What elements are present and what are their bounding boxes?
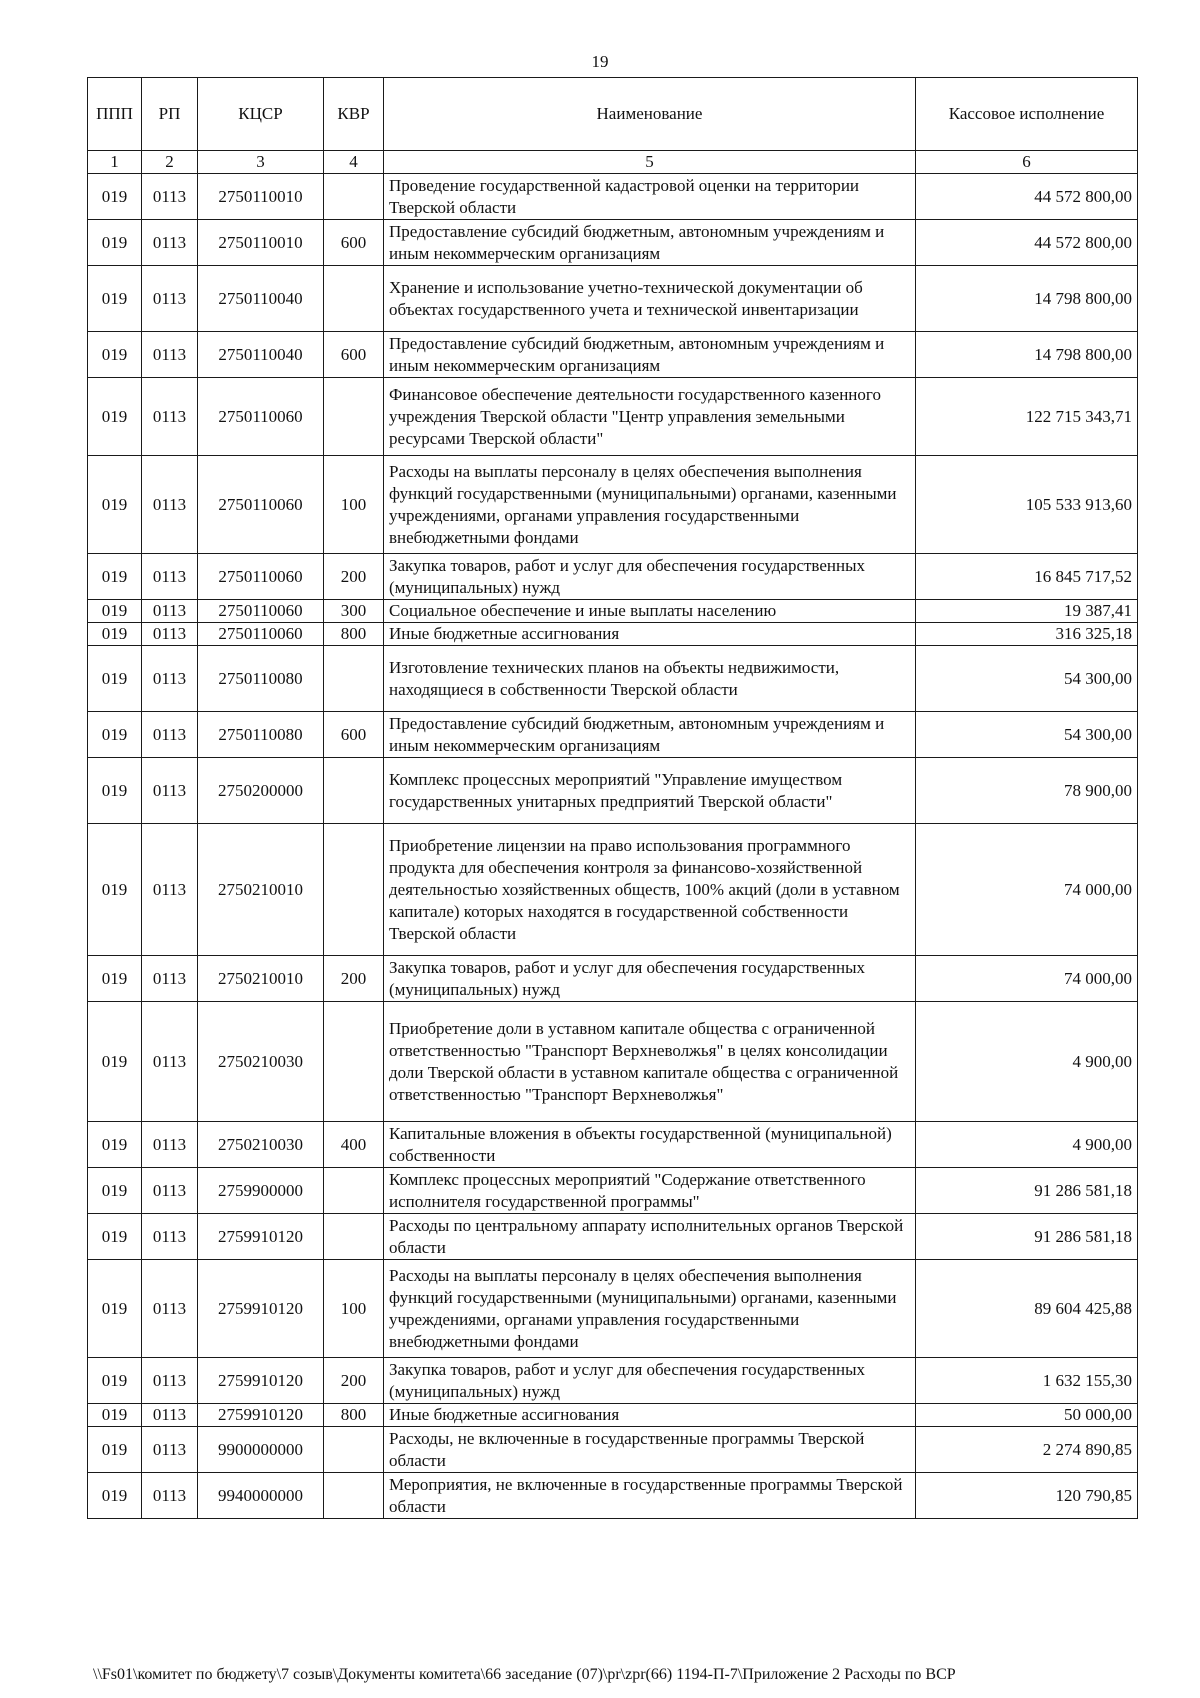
ppp-cell: 019 (88, 1427, 142, 1473)
table-row (88, 623, 1138, 646)
name-cell: Финансовое обеспечение деятельности государственного казенного учреждения Тверской области "Центр управления земельными ресурсами Тверской области" (384, 378, 916, 456)
ppp-cell: 019 (88, 378, 142, 456)
rp-cell: 0113 (142, 758, 198, 824)
header-sum: Кассовое исполнение (916, 78, 1138, 151)
rp-cell: 0113 (142, 1358, 198, 1404)
kvr-cell: 300 (324, 600, 384, 623)
kvr-cell (324, 1427, 384, 1473)
name-cell: Комплекс процессных мероприятий "Содержание ответственного исполнителя государственной программы" (384, 1168, 916, 1214)
kcsr-cell: 2759910120 (198, 1358, 324, 1404)
kcsr-cell: 2750110060 (198, 456, 324, 554)
ppp-cell: 019 (88, 646, 142, 712)
column-number: 3 (198, 151, 324, 174)
ppp-cell: 019 (88, 600, 142, 623)
rp-cell: 0113 (142, 456, 198, 554)
header-ppp: ППП (88, 78, 142, 151)
kvr-cell (324, 1214, 384, 1260)
amount-cell: 14 798 800,00 (916, 266, 1138, 332)
kvr-cell: 200 (324, 554, 384, 600)
kcsr-cell: 2750110040 (198, 266, 324, 332)
amount-cell: 50 000,00 (916, 1404, 1138, 1427)
rp-cell: 0113 (142, 600, 198, 623)
rp-cell: 0113 (142, 1122, 198, 1168)
ppp-cell: 019 (88, 456, 142, 554)
table-row (88, 824, 1138, 956)
kcsr-cell: 2750210010 (198, 956, 324, 1002)
name-cell: Расходы на выплаты персоналу в целях обеспечения выполнения функций государственными (муниципальными) органами, казенными учреждениями, органами управления государственными внебюджетными фондами (384, 1260, 916, 1358)
kcsr-cell: 2750110010 (198, 220, 324, 266)
kvr-cell (324, 174, 384, 220)
kvr-cell: 100 (324, 456, 384, 554)
kcsr-cell: 2750110060 (198, 623, 324, 646)
table-row (88, 1214, 1138, 1260)
amount-cell: 16 845 717,52 (916, 554, 1138, 600)
name-cell: Расходы по центральному аппарату исполнительных органов Тверской области (384, 1214, 916, 1260)
rp-cell: 0113 (142, 266, 198, 332)
ppp-cell: 019 (88, 824, 142, 956)
table-row (88, 266, 1138, 332)
amount-cell: 91 286 581,18 (916, 1214, 1138, 1260)
amount-cell: 4 900,00 (916, 1122, 1138, 1168)
rp-cell: 0113 (142, 1260, 198, 1358)
kvr-cell: 800 (324, 623, 384, 646)
table-body (88, 174, 1138, 1519)
kcsr-cell: 9900000000 (198, 1427, 324, 1473)
kvr-cell: 200 (324, 956, 384, 1002)
rp-cell: 0113 (142, 623, 198, 646)
name-cell: Предоставление субсидий бюджетным, автономным учреждениям и иным некоммерческим организациям (384, 332, 916, 378)
rp-cell: 0113 (142, 378, 198, 456)
kcsr-cell: 2750200000 (198, 758, 324, 824)
name-cell: Закупка товаров, работ и услуг для обеспечения государственных (муниципальных) нужд (384, 1358, 916, 1404)
ppp-cell: 019 (88, 554, 142, 600)
column-number: 5 (384, 151, 916, 174)
name-cell: Комплекс процессных мероприятий "Управление имуществом государственных унитарных предприятий Тверской области" (384, 758, 916, 824)
table-row (88, 1168, 1138, 1214)
rp-cell: 0113 (142, 332, 198, 378)
table-row (88, 1358, 1138, 1404)
kcsr-cell: 2750210010 (198, 824, 324, 956)
ppp-cell: 019 (88, 266, 142, 332)
name-cell: Изготовление технических планов на объекты недвижимости, находящиеся в собственности Тверской области (384, 646, 916, 712)
table-row (88, 600, 1138, 623)
name-cell: Расходы, не включенные в государственные программы Тверской области (384, 1427, 916, 1473)
rp-cell: 0113 (142, 1002, 198, 1122)
table-row (88, 712, 1138, 758)
kvr-cell (324, 758, 384, 824)
name-cell: Капитальные вложения в объекты государственной (муниципальной) собственности (384, 1122, 916, 1168)
ppp-cell: 019 (88, 758, 142, 824)
kcsr-cell: 9940000000 (198, 1473, 324, 1519)
amount-cell: 316 325,18 (916, 623, 1138, 646)
name-cell: Иные бюджетные ассигнования (384, 1404, 916, 1427)
rp-cell: 0113 (142, 1427, 198, 1473)
amount-cell: 4 900,00 (916, 1002, 1138, 1122)
table-row (88, 956, 1138, 1002)
table-row (88, 456, 1138, 554)
kvr-cell: 800 (324, 1404, 384, 1427)
amount-cell: 89 604 425,88 (916, 1260, 1138, 1358)
name-cell: Расходы на выплаты персоналу в целях обеспечения выполнения функций государственными (муниципальными) органами, казенными учреждениями, органами управления государственными внебюджетными фондами (384, 456, 916, 554)
ppp-cell: 019 (88, 1358, 142, 1404)
amount-cell: 1 632 155,30 (916, 1358, 1138, 1404)
ppp-cell: 019 (88, 1404, 142, 1427)
amount-cell: 122 715 343,71 (916, 378, 1138, 456)
kcsr-cell: 2750110080 (198, 712, 324, 758)
name-cell: Хранение и использование учетно-технической документации об объектах государственного учета и технической инвентаризации (384, 266, 916, 332)
name-cell: Приобретение доли в уставном капитале общества с ограниченной ответственностью "Транспорт Верхневолжья" в целях консолидации доли Тверской области в уставном капитале общества с ограниченной ответственностью "Транспорт Верхневолжья" (384, 1002, 916, 1122)
amount-cell: 120 790,85 (916, 1473, 1138, 1519)
ppp-cell: 019 (88, 332, 142, 378)
name-cell: Иные бюджетные ассигнования (384, 623, 916, 646)
name-cell: Мероприятия, не включенные в государственные программы Тверской области (384, 1473, 916, 1519)
footer-file-path: \\Fs01\комитет по бюджету\7 созыв\Документы комитета\66 заседание (07)\pr\zpr(66) 1194-П-7\Приложение 2 Расходы по ВСР (93, 1666, 956, 1683)
column-number: 4 (324, 151, 384, 174)
amount-cell: 91 286 581,18 (916, 1168, 1138, 1214)
amount-cell: 54 300,00 (916, 712, 1138, 758)
kcsr-cell: 2759910120 (198, 1260, 324, 1358)
ppp-cell: 019 (88, 174, 142, 220)
table-row (88, 1260, 1138, 1358)
table-row (88, 220, 1138, 266)
kvr-cell (324, 1473, 384, 1519)
kcsr-cell: 2750110060 (198, 600, 324, 623)
column-number: 6 (916, 151, 1138, 174)
kcsr-cell: 2759910120 (198, 1214, 324, 1260)
rp-cell: 0113 (142, 1214, 198, 1260)
table-row (88, 1473, 1138, 1519)
ppp-cell: 019 (88, 1168, 142, 1214)
amount-cell: 105 533 913,60 (916, 456, 1138, 554)
kcsr-cell: 2750110060 (198, 378, 324, 456)
kcsr-cell: 2759910120 (198, 1404, 324, 1427)
amount-cell: 74 000,00 (916, 824, 1138, 956)
ppp-cell: 019 (88, 1002, 142, 1122)
header-rp: РП (142, 78, 198, 151)
kvr-cell (324, 1168, 384, 1214)
kcsr-cell: 2750110010 (198, 174, 324, 220)
ppp-cell: 019 (88, 1473, 142, 1519)
expenditure-table (87, 77, 1138, 1519)
kcsr-cell: 2750110040 (198, 332, 324, 378)
page-number: 19 (591, 52, 609, 71)
kcsr-cell: 2750210030 (198, 1002, 324, 1122)
kvr-cell: 600 (324, 332, 384, 378)
header-name: Наименование (384, 78, 916, 151)
amount-cell: 14 798 800,00 (916, 332, 1138, 378)
rp-cell: 0113 (142, 554, 198, 600)
rp-cell: 0113 (142, 220, 198, 266)
table-row (88, 1002, 1138, 1122)
amount-cell: 44 572 800,00 (916, 220, 1138, 266)
kvr-cell: 100 (324, 1260, 384, 1358)
kcsr-cell: 2750110060 (198, 554, 324, 600)
kvr-cell (324, 646, 384, 712)
rp-cell: 0113 (142, 956, 198, 1002)
ppp-cell: 019 (88, 623, 142, 646)
kvr-cell (324, 824, 384, 956)
ppp-cell: 019 (88, 1122, 142, 1168)
ppp-cell: 019 (88, 1260, 142, 1358)
ppp-cell: 019 (88, 1214, 142, 1260)
column-number: 1 (88, 151, 142, 174)
amount-cell: 19 387,41 (916, 600, 1138, 623)
rp-cell: 0113 (142, 1168, 198, 1214)
kvr-cell: 600 (324, 220, 384, 266)
rp-cell: 0113 (142, 174, 198, 220)
rp-cell: 0113 (142, 1473, 198, 1519)
name-cell: Закупка товаров, работ и услуг для обеспечения государственных (муниципальных) нужд (384, 554, 916, 600)
kvr-cell: 400 (324, 1122, 384, 1168)
name-cell: Приобретение лицензии на право использования программного продукта для обеспечения контроля за финансово-хозяйственной деятельностью хозяйственных обществ, 100% акций (доли в уставном капитале) которых находятся в государственной собственности Тверской области (384, 824, 916, 956)
ppp-cell: 019 (88, 712, 142, 758)
name-cell: Предоставление субсидий бюджетным, автономным учреждениям и иным некоммерческим организациям (384, 712, 916, 758)
kvr-cell: 200 (324, 1358, 384, 1404)
name-cell: Закупка товаров, работ и услуг для обеспечения государственных (муниципальных) нужд (384, 956, 916, 1002)
header-kcsr: КЦСР (198, 78, 324, 151)
rp-cell: 0113 (142, 824, 198, 956)
kvr-cell (324, 378, 384, 456)
amount-cell: 2 274 890,85 (916, 1427, 1138, 1473)
rp-cell: 0113 (142, 712, 198, 758)
table-row (88, 378, 1138, 456)
name-cell: Проведение государственной кадастровой оценки на территории Тверской области (384, 174, 916, 220)
table-row (88, 646, 1138, 712)
table-row (88, 1427, 1138, 1473)
kcsr-cell: 2750210030 (198, 1122, 324, 1168)
table-row (88, 174, 1138, 220)
kvr-cell: 600 (324, 712, 384, 758)
table-row (88, 554, 1138, 600)
header-kvr: КВР (324, 78, 384, 151)
kvr-cell (324, 266, 384, 332)
amount-cell: 44 572 800,00 (916, 174, 1138, 220)
table-header-row (88, 78, 1138, 151)
rp-cell: 0113 (142, 1404, 198, 1427)
amount-cell: 74 000,00 (916, 956, 1138, 1002)
table-row (88, 1122, 1138, 1168)
table-row (88, 758, 1138, 824)
name-cell: Предоставление субсидий бюджетным, автономным учреждениям и иным некоммерческим организациям (384, 220, 916, 266)
ppp-cell: 019 (88, 956, 142, 1002)
column-number: 2 (142, 151, 198, 174)
table-row (88, 332, 1138, 378)
name-cell: Социальное обеспечение и иные выплаты населению (384, 600, 916, 623)
kcsr-cell: 2759900000 (198, 1168, 324, 1214)
column-number-row (88, 151, 1138, 174)
rp-cell: 0113 (142, 646, 198, 712)
amount-cell: 78 900,00 (916, 758, 1138, 824)
table-row (88, 1404, 1138, 1427)
amount-cell: 54 300,00 (916, 646, 1138, 712)
kvr-cell (324, 1002, 384, 1122)
kcsr-cell: 2750110080 (198, 646, 324, 712)
ppp-cell: 019 (88, 220, 142, 266)
